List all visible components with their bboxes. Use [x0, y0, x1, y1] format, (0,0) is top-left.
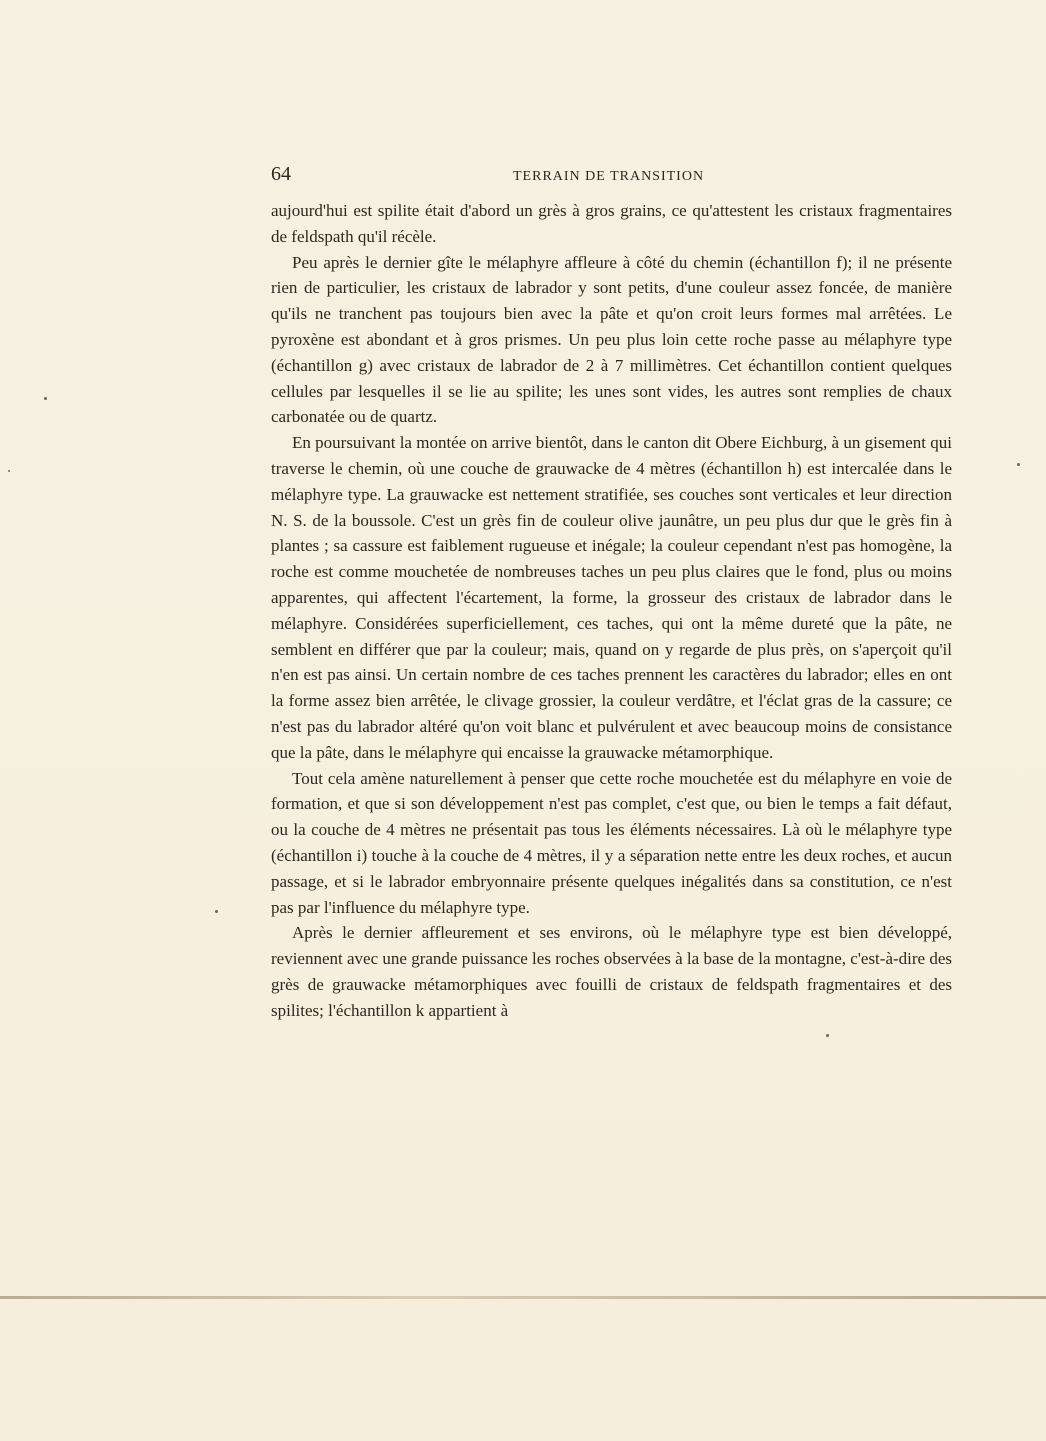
paper-speck [44, 397, 47, 400]
paragraph: Peu après le dernier gîte le mélaphyre affleure à côté du chemin (échantillon f); il ne présente rien de particulier, les cristaux de labrador y sont petits, d'une couleur assez foncée, de manière qu'ils ne tranchent pas toujours bien avec la pâte et qu'on croit leurs formes mal arrêtées. Le pyroxène est abondant et à gros prismes. Un peu plus loin cette roche passe au mélaphyre type (échantillon g) avec cristaux de labrador de 2 à 7 millimètres. Cet échantillon contient quelques cellules par lesquelles il se lie au spilite; les unes sont vides, les autres sont remplies de chaux carbonatée ou de quartz. [271, 252, 952, 427]
body-text [271, 198, 952, 1024]
paper-speck [215, 910, 218, 913]
page-header [271, 163, 952, 189]
paragraph: Après le dernier affleurement et ses environs, où le mélaphyre type est bien développé, reviennent avec une grande puissance les roches observées à la base de la montagne, c'est-à-dire des grès de grauwacke métamorphiques avec fouilli de cristaux de feldspath fragmentaires et des spilites; l'échantillon k appartient à [271, 923, 952, 1020]
paragraph: En poursuivant la montée on arrive bientôt, dans le canton dit Obere Eichburg, à un gisement qui traverse le chemin, où une couche de grauwacke de 4 mètres (échantillon h) est intercalée dans le mélaphyre type. La grauwacke est nettement stratifiée, ses couches sont verticales et leur direction N. S. de la boussole. C'est un grès fin de couleur olive jaunâtre, un peu plus dur que le grès fin à plantes ; sa cassure est faiblement rugueuse et inégale; la couleur cependant n'est pas homogène, la roche est comme mouchetée de nombreuses taches un peu plus claires que le fond, plus ou moins apparentes, qui affectent l'écartement, la forme, la grosseur des cristaux de labrador dans le mélaphyre. Considérées superficiellement, ces taches, qui ont la même dureté que la pâte, ne semblent en différer que par la couleur; mais, quand on y regarde de plus près, on s'aperçoit qu'il n'en est pas ainsi. Un certain nombre de ces taches prennent les caractères du labrador; elles en ont la forme assez bien arrêtée, le clivage grossier, la couleur verdâtre, et l'éclat gras de la cassure; ce n'est pas du labrador altéré qu'on voit blanc et pulvérulent et avec beaucoup moins de consistance que la pâte, dans le mélaphyre qui encaisse la grauwacke métamorphique. [271, 433, 952, 762]
page-edge [0, 1296, 1046, 1299]
paper-speck [1017, 463, 1020, 466]
running-head: TERRAIN DE TRANSITION [513, 169, 705, 184]
paper-speck [8, 470, 10, 472]
page-number: 64 [271, 163, 291, 185]
paragraph: Tout cela amène naturellement à penser que cette roche mouchetée est du mélaphyre en voie de formation, et que si son développement n'est pas complet, c'est que, ou bien le temps a fait défaut, ou la couche de 4 mètres ne présentait pas tous les éléments nécessaires. Là où le mélaphyre type (échantillon i) touche à la couche de 4 mètres, il y a séparation nette entre les deux roches, et aucun passage, et si le labrador embryonnaire présente quelques inégalités dans sa constitution, ce n'est pas par l'influence du mélaphyre type. [271, 768, 952, 917]
paragraph: aujourd'hui est spilite était d'abord un grès à gros grains, ce qu'attestent les cristaux fragmentaires de feldspath qu'il récèle. [271, 201, 952, 246]
paper-speck [826, 1034, 829, 1037]
